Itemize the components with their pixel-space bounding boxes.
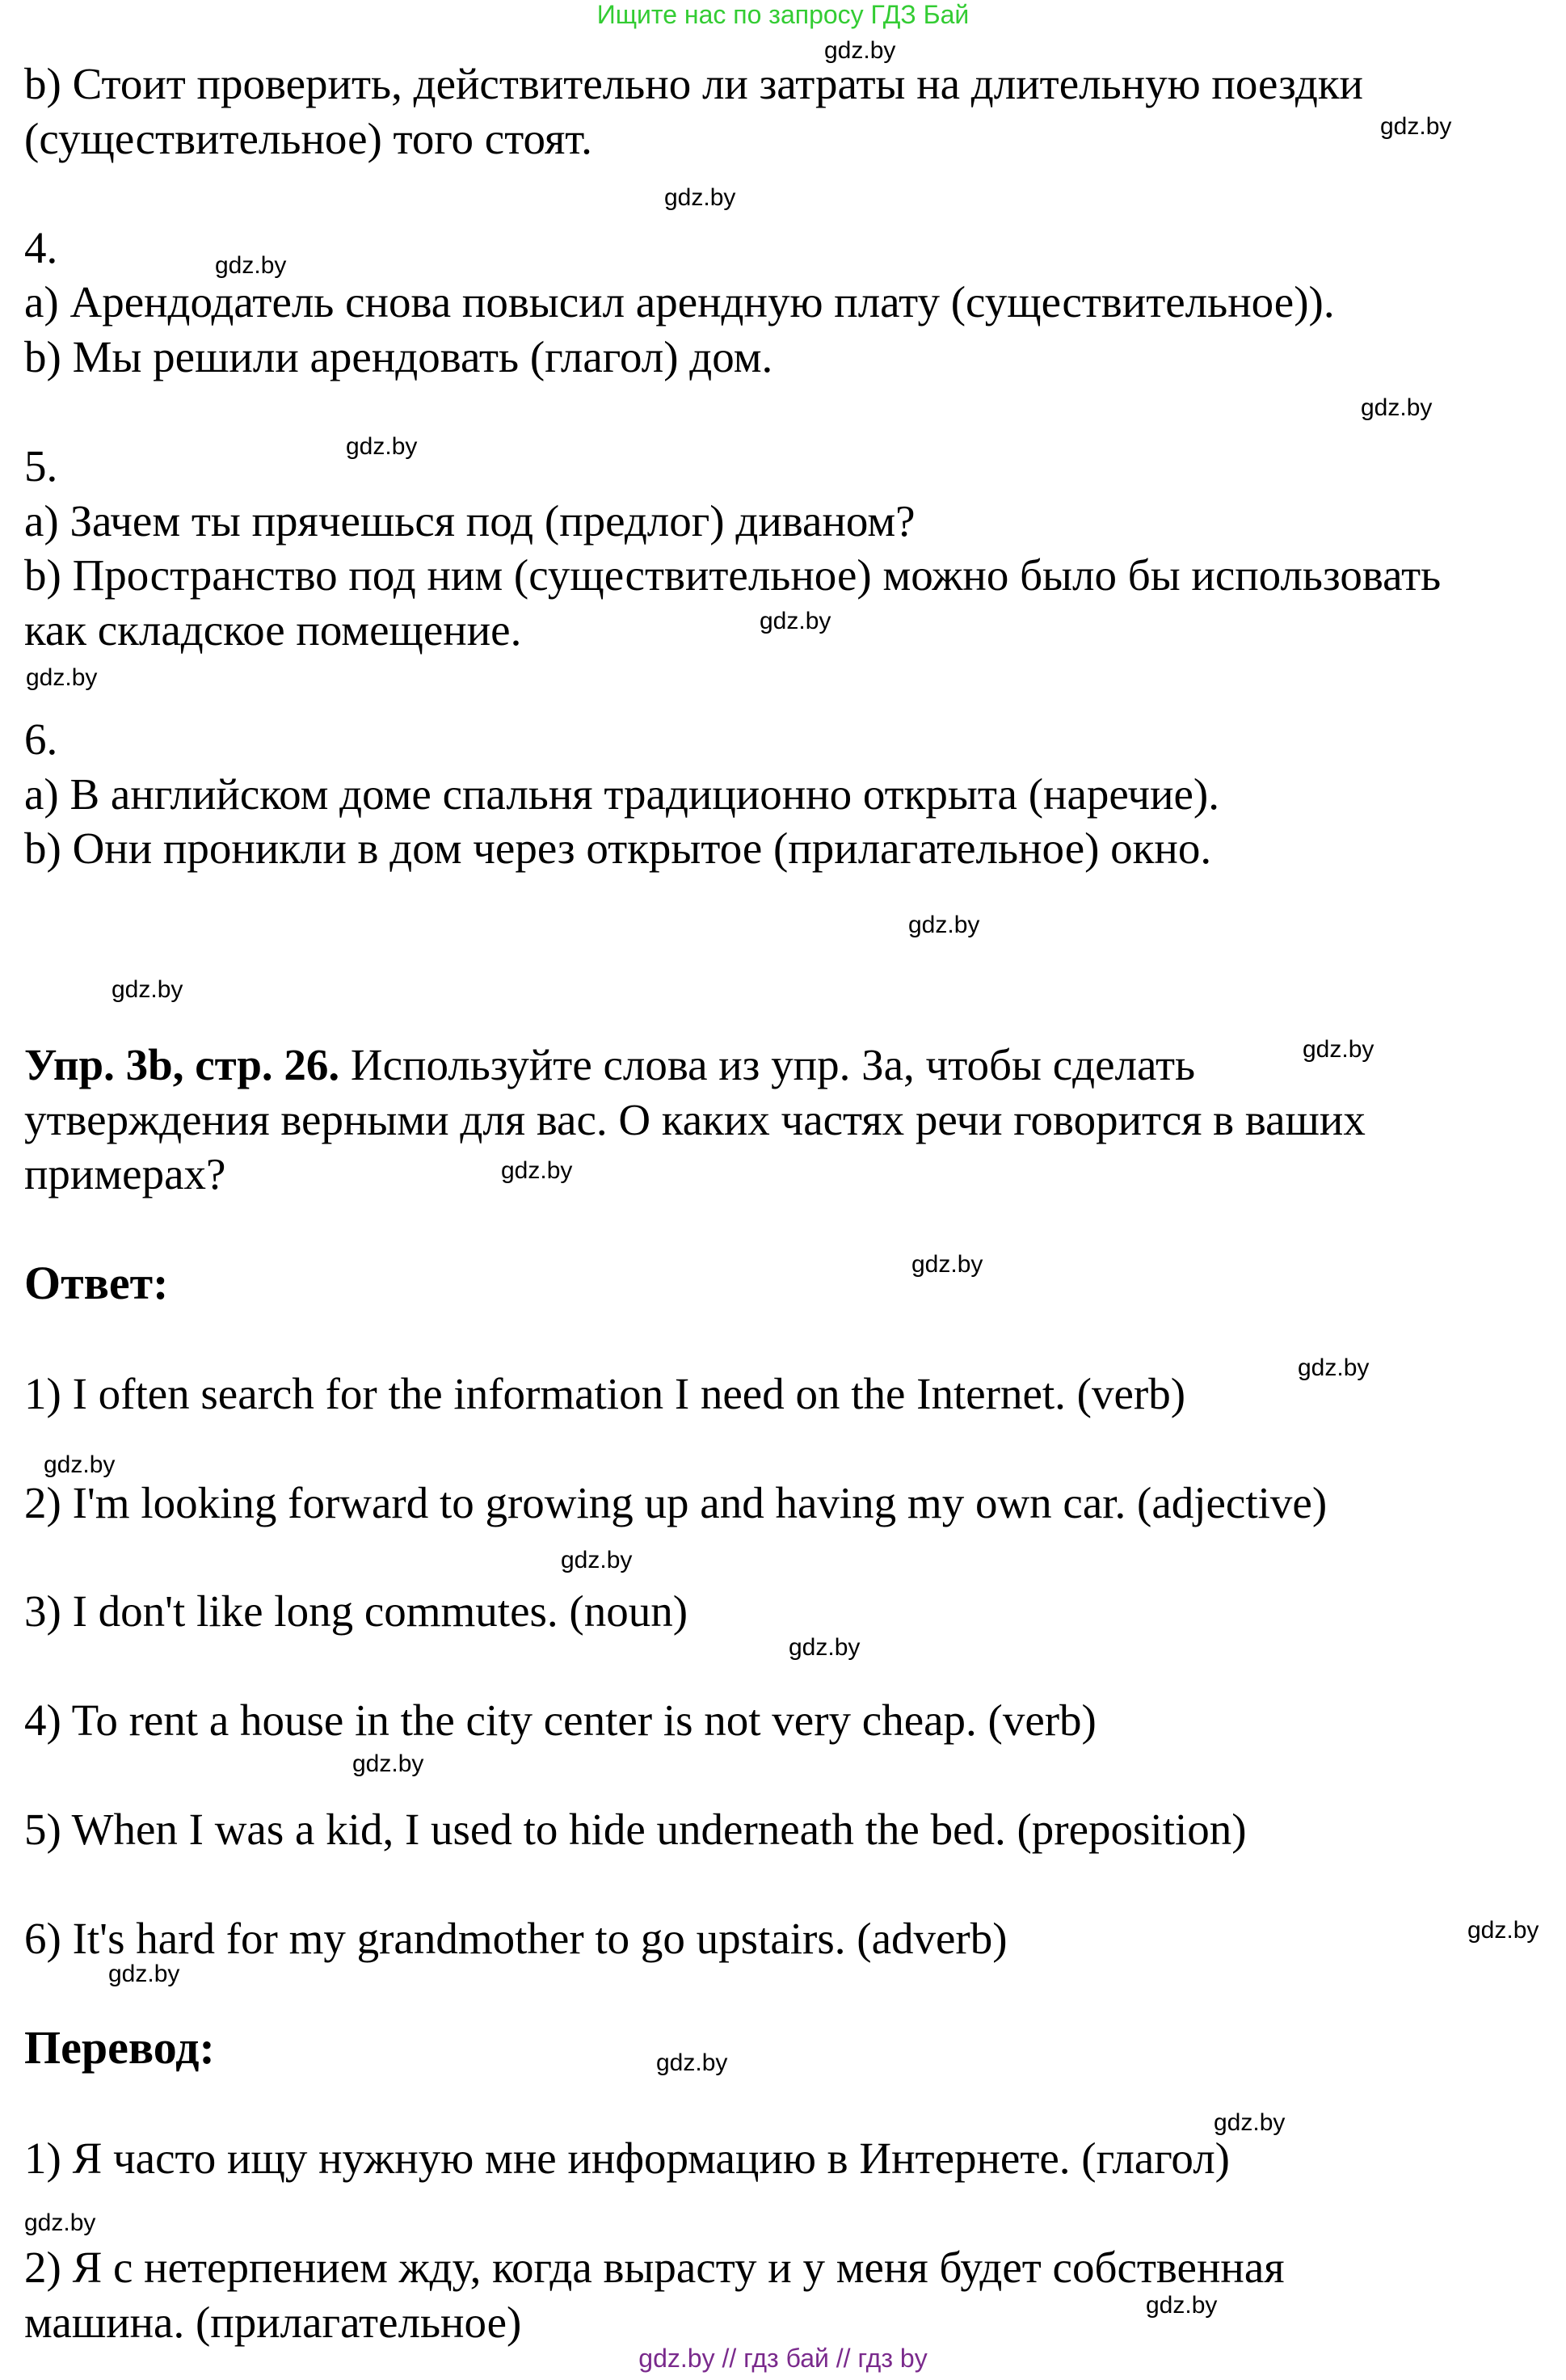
watermark: gdz.by	[1146, 2292, 1218, 2319]
watermark: gdz.by	[561, 1547, 633, 1573]
watermark: gdz.by	[352, 1750, 424, 1777]
watermark: gdz.by	[1303, 1036, 1374, 1063]
watermark: gdz.by	[26, 664, 98, 691]
translation-heading: Перевод:	[24, 2021, 215, 2074]
item-3b-line1: b) Стоит проверить, действительно ли затраты на длительную поездки	[24, 59, 1363, 108]
answer-item-4: 4) To rent a house in the city center is not very cheap. (verb)	[24, 1695, 1097, 1745]
answer-item-2: 2) I'm looking forward to growing up and having my own car. (adjective)	[24, 1478, 1328, 1527]
watermark: gdz.by	[346, 433, 418, 460]
watermark: gdz.by	[24, 2209, 96, 2236]
item-3b-line2: (существительное) того стоят.	[24, 114, 592, 163]
top-banner[interactable]: Ищите нас по запросу ГДЗ Бай	[596, 0, 970, 29]
watermark: gdz.by	[112, 976, 183, 1003]
watermark: gdz.by	[908, 912, 980, 938]
translation-item-2-line1: 2) Я с нетерпением жду, когда вырасту и у меня будет собственная	[24, 2243, 1285, 2292]
item-4b: b) Мы решили арендовать (глагол) дом.	[24, 332, 773, 381]
exercise-label: Упр. 3b, стр. 26.	[24, 1040, 340, 1089]
watermark: gdz.by	[664, 184, 736, 211]
item-4a: a) Арендодатель снова повысил арендную плату (существительное)).	[24, 277, 1335, 326]
answer-heading: Ответ:	[24, 1257, 169, 1309]
item-6b: b) Они проникли в дом через открытое (прилагательное) окно.	[24, 824, 1212, 873]
answer-item-1: 1) I often search for the information I need on the Internet. (verb)	[24, 1369, 1186, 1418]
watermark: gdz.by	[1298, 1354, 1370, 1381]
item-5b-line1: b) Пространство под ним (существительное) можно было бы использовать	[24, 550, 1442, 600]
translation-item-1: 1) Я часто ищу нужную мне информацию в Интернете. (глагол)	[24, 2134, 1230, 2183]
watermark: gdz.by	[44, 1451, 116, 1478]
watermark: gdz.by	[108, 1961, 180, 1987]
watermark: gdz.by	[911, 1251, 983, 1278]
watermark: gdz.by	[215, 252, 287, 279]
watermark: gdz.by	[1380, 113, 1452, 140]
watermark: gdz.by	[1467, 1917, 1539, 1944]
watermark: gdz.by	[1361, 394, 1433, 421]
bottom-banner[interactable]: gdz.by // гдз бай // гдз by	[638, 2344, 928, 2373]
item-5a: a) Зачем ты прячешься под (предлог) диваном?	[24, 496, 916, 546]
exercise-text: Используйте слова из упр. За, чтобы сделать	[339, 1040, 1196, 1089]
watermark: gdz.by	[656, 2049, 728, 2076]
item-6a: a) В английском доме спальня традиционно открыта (наречие).	[24, 769, 1219, 819]
exercise-line3: примерах?	[24, 1149, 226, 1198]
watermark: gdz.by	[789, 1634, 861, 1661]
item-6-number: 6.	[24, 714, 58, 764]
exercise-line1	[24, 1039, 1195, 1091]
answer-item-5: 5) When I was a kid, I used to hide underneath the bed. (preposition)	[24, 1805, 1247, 1854]
watermark: gdz.by	[824, 37, 896, 64]
watermark: gdz.by	[760, 608, 831, 634]
item-5b-line2: как складское помещение.	[24, 605, 522, 655]
item-5-number: 5.	[24, 441, 58, 491]
exercise-line2: утверждения верными для вас. О каких частях речи говорится в ваших	[24, 1095, 1366, 1144]
watermark: gdz.by	[1214, 2109, 1286, 2136]
answer-item-3: 3) I don't like long commutes. (noun)	[24, 1586, 688, 1636]
answer-item-6: 6) It's hard for my grandmother to go upstairs. (adverb)	[24, 1914, 1008, 1963]
translation-item-2-line2: машина. (прилагательное)	[24, 2298, 522, 2347]
item-4-number: 4.	[24, 223, 58, 272]
watermark: gdz.by	[501, 1157, 573, 1184]
